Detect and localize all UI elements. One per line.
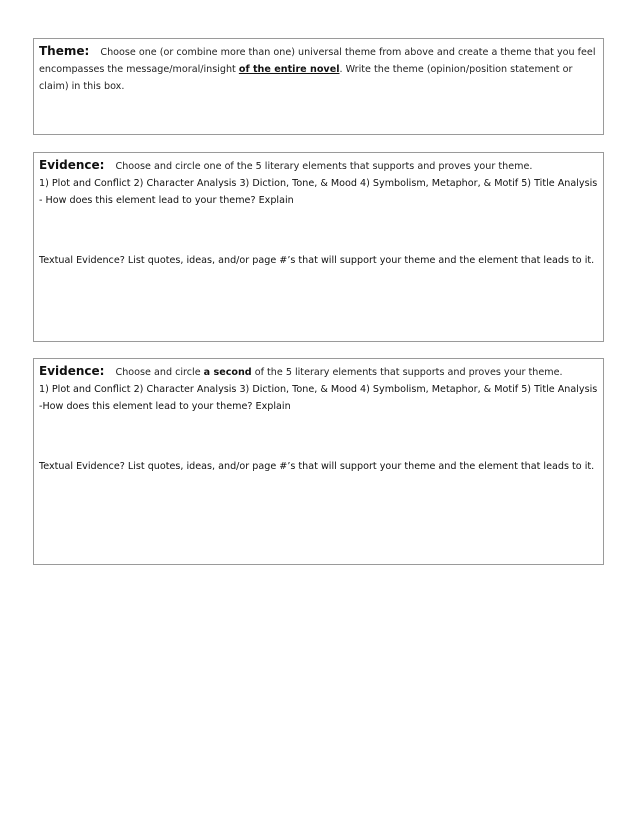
- theme-instructions-a: Choose one (or combine more than one) universal theme from above and create a theme that you feel encompasses the message/moral/insight: [39, 47, 596, 75]
- evidence-2-elements: 1) Plot and Conflict 2) Character Analysis 3) Diction, Tone, & Mood 4) Symbolism, Metaphor, & Motif 5) Title Analysis: [39, 384, 598, 395]
- evidence-box-2: [33, 358, 604, 565]
- evidence-2-emphasis: a second: [203, 367, 252, 378]
- evidence-1-instructions: Choose and circle one of the 5 literary elements that supports and proves your theme.: [115, 161, 533, 172]
- evidence-2-instructions-a: Choose and circle: [115, 367, 204, 378]
- evidence-2-label: Evidence:: [39, 364, 105, 378]
- evidence-2-instructions-b: of the 5 literary elements that supports and proves your theme.: [251, 367, 563, 378]
- evidence-1-elements: 1) Plot and Conflict 2) Character Analysis 3) Diction, Tone, & Mood 4) Symbolism, Metaphor, & Motif 5) Title Analysis: [39, 178, 598, 189]
- evidence-1-question: - How does this element lead to your theme? Explain: [39, 195, 294, 206]
- evidence-2-question: -How does this element lead to your theme? Explain: [39, 401, 291, 412]
- theme-instructions-b: . Write the theme (opinion/position statement or claim) in this box.: [39, 64, 573, 92]
- evidence-1-prompt: [39, 157, 598, 175]
- theme-box: [33, 38, 604, 135]
- evidence-1-label: Evidence:: [39, 158, 105, 172]
- theme-paragraph: [39, 43, 598, 95]
- theme-emphasis: of the entire novel: [238, 64, 340, 75]
- theme-label: Theme:: [39, 44, 90, 58]
- evidence-2-prompt: [39, 363, 598, 381]
- evidence-2-textual: Textual Evidence? List quotes, ideas, and/or page #’s that will support your theme and the element that leads to it.: [39, 461, 595, 472]
- evidence-1-textual: Textual Evidence? List quotes, ideas, and/or page #’s that will support your theme and the element that leads to it.: [39, 255, 595, 266]
- evidence-box-1: [33, 152, 604, 342]
